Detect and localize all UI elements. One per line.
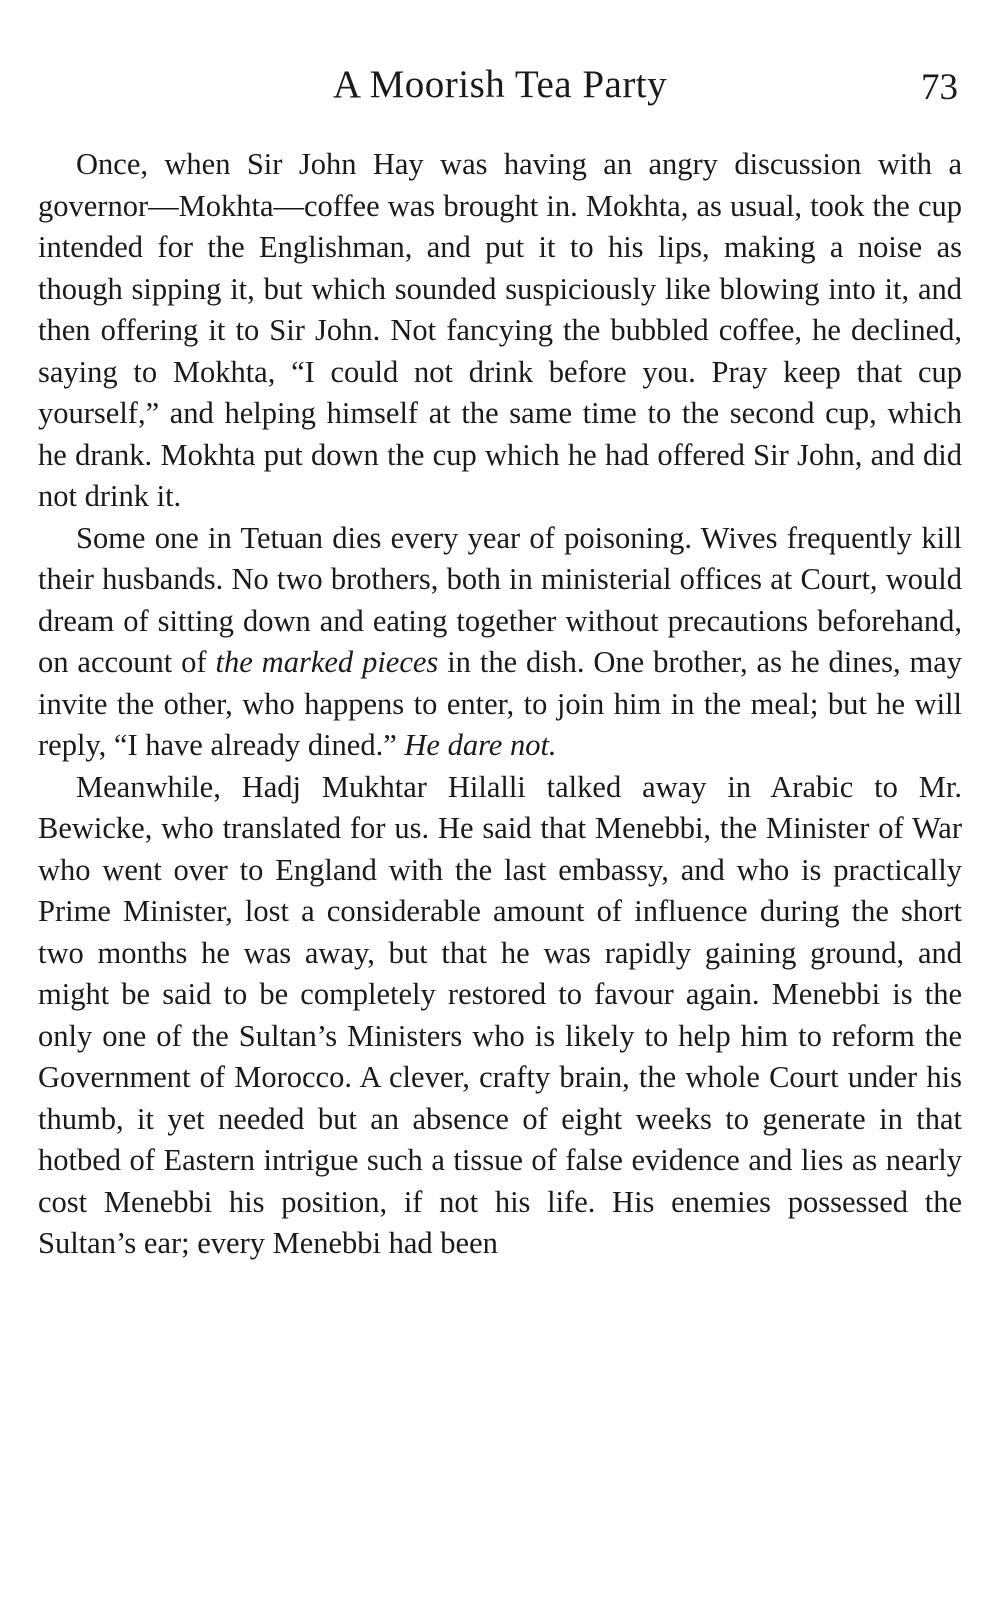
- page-number: 73: [921, 67, 958, 108]
- italic-phrase-dare-not: He dare not.: [404, 728, 557, 762]
- paragraph-2: [38, 518, 962, 767]
- paragraph-3: Meanwhile, Hadj Mukhtar Hilalli talked away in Arabic to Mr. Bewicke, who translated for us. He said that Menebbi, the Minister of War who went over to England with the last embassy, and who is practically Prime Minister, lost a considerable amount of influence during the short two months he was away, but that he was rapidly gaining ground, and might be said to be completely restored to favour again. Menebbi is the only one of the Sultan’s Ministers who is likely to help him to reform the Government of Morocco. A clever, crafty brain, the whole Court under his thumb, it yet needed but an absence of eight weeks to generate in that hotbed of Eastern intrigue such a tissue of false evidence and lies as nearly cost Menebbi his position, if not his life. His enemies possessed the Sultan’s ear; every Menebbi had been: [38, 769, 962, 1260]
- paragraph-2-text-before: Some one in Tetuan dies every year of poisoning. Wives frequently kill their husbands. No two brothers, both in ministerial offices at Court, would dream of sitting down and eating together without precautions beforehand, on account of: [38, 520, 962, 679]
- running-title: A Moorish Tea Party: [332, 63, 668, 106]
- paragraph-1: Once, when Sir John Hay was having an angry discussion with a governor—Mokhta—coffee was brought in. Mokhta, as usual, took the cup intended for the Englishman, and put it to his lips, making a noise as though sipping it, but which sounded suspiciously like blowing into it, and then offering it to Sir John. Not fancying the bubbled coffee, he declined, saying to Mokhta, “I could not drink before you. Pray keep that cup yourself,” and helping himself at the same time to the second cup, which he drank. Mokhta put down the cup which he had offered Sir John, and did not drink it.: [38, 147, 962, 513]
- body-text: [38, 144, 962, 1265]
- running-head: [0, 62, 1000, 112]
- italic-phrase-marked-pieces: the marked pieces: [215, 645, 439, 679]
- paragraph-2-text-middle: in the dish. One brother, as he dines, may invite the other, who happens to enter, to join him in the meal; but he will reply, “I have already dined.”: [38, 645, 962, 762]
